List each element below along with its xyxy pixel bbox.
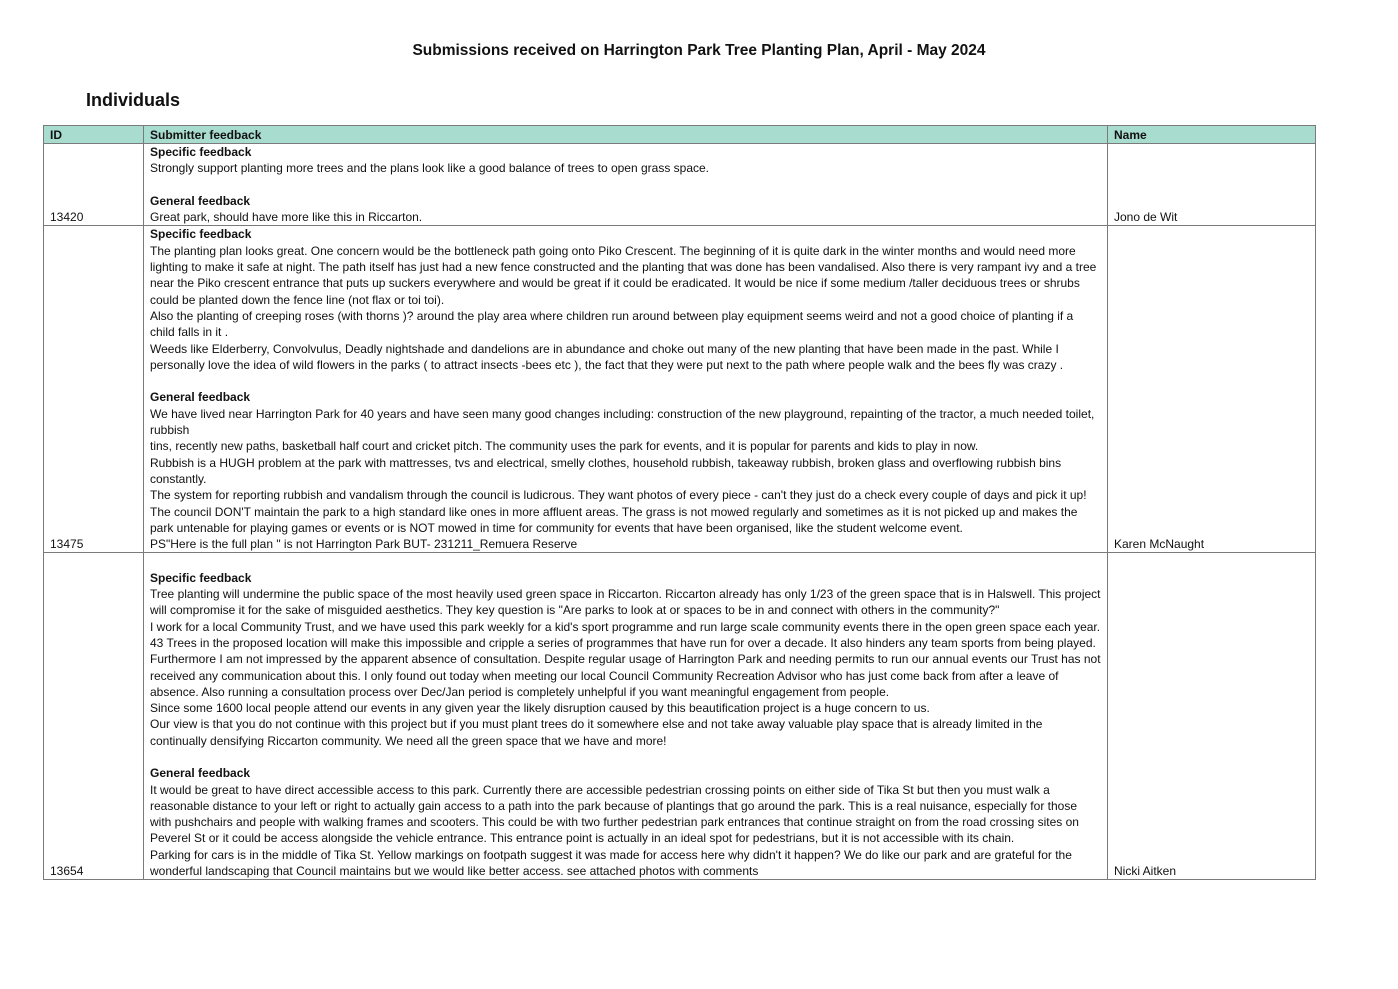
paragraph-gap xyxy=(150,177,1101,193)
feedback-paragraph: It would be great to have direct accessible access to this park. Currently there are accessible pedestrian crossing points on either side of Tika St but then you must walk a reasonable distance to your left or right to actually gain access to a path into the park because of plantings that go around the park. This is a real nuisance, especially for those with pushchairs and people with walking frames and scooters. This could be with two further pedestrian park entrances that continue straight on from the road crossing sites on Peverel St or it could be access alongside the vehicle entrance. This entrance point is actually in an ideal spot for pedestrians, but it is not accessible with its chain. xyxy=(150,782,1079,846)
submitter-feedback xyxy=(144,226,1108,553)
feedback-paragraph: tins, recently new paths, basketball half court and cricket pitch. The community uses the park for events, and it is popular for parents and kids to play in now. xyxy=(150,439,979,454)
feedback-paragraph: We have lived near Harrington Park for 40 years and have seen many good changes including: construction of the new playground, repainting of the tractor, a much needed toilet, rubbish xyxy=(150,406,1095,438)
feedback-paragraph: Strongly support planting more trees and the plans look like a good balance of trees to open grass space. xyxy=(150,161,710,176)
feedback-paragraph: Rubbish is a HUGH problem at the park with mattresses, tvs and electrical, smelly clothes, household rubbish, takeaway rubbish, broken glass and overflowing rubbish bins constantly. xyxy=(150,455,1062,486)
submission-id: 13475 xyxy=(44,226,144,553)
feedback-paragraph: The system for reporting rubbish and vandalism through the council is ludicrous. They want photos of every piece - can't they just do a check every couple of days and pick it up! xyxy=(150,488,1087,503)
section-heading: Individuals xyxy=(86,90,181,110)
table-row xyxy=(44,553,1316,880)
submission-id: 13420 xyxy=(44,144,144,226)
submitter-name: Karen McNaught xyxy=(1108,226,1316,553)
submitter-name: Jono de Wit xyxy=(1108,144,1316,226)
feedback-paragraph: Great park, should have more like this in Riccarton. xyxy=(150,210,423,225)
paragraph-gap xyxy=(150,373,1101,389)
submitter-name: Nicki Aitken xyxy=(1108,553,1316,880)
column-header-id: ID xyxy=(44,126,144,144)
submitter-feedback xyxy=(144,553,1108,880)
table-row xyxy=(44,226,1316,553)
submissions-table xyxy=(43,125,1316,880)
feedback-paragraph: Also the planting of creeping roses (with thorns )? around the play area where children run around between play equipment seems weird and not a good choice of planting if a child falls in it . xyxy=(150,308,1074,340)
table-row xyxy=(44,144,1316,226)
specific-feedback-heading: Specific feedback xyxy=(150,227,252,242)
feedback-paragraph: The council DON'T maintain the park to a high standard like ones in more affluent areas. The grass is not mowed regularly and sometimes as it is not picked up and makes the park untenable for playing games or events or is NOT mowed in time for community for events that have been organised, like the student welcome event. xyxy=(150,504,1078,535)
submitter-feedback xyxy=(144,144,1108,226)
paragraph-gap xyxy=(150,553,1101,569)
feedback-paragraph: Our view is that you do not continue with this project but if you must plant trees do it somewhere else and not take away valuable play space that is already limited in the continually densifying Riccarton community. We need all the green space that we have and more! xyxy=(150,717,1043,748)
column-header-feedback: Submitter feedback xyxy=(144,126,1108,144)
general-feedback-heading: General feedback xyxy=(150,390,251,405)
specific-feedback-heading: Specific feedback xyxy=(150,570,252,585)
submission-id: 13654 xyxy=(44,553,144,880)
feedback-paragraph: Tree planting will undermine the public space of the most heavily used green space in Riccarton. Riccarton already has only 1/23 of the green space that is in Halswell. This project will compromise it for the sake of misguided aesthetics. They key question is "Are parks to look at or spaces to be in and connect with others in the community?" xyxy=(150,587,1101,618)
document-title: Submissions received on Harrington Park Tree Planting Plan, April - May 2024 xyxy=(412,42,986,59)
table-header-row xyxy=(44,126,1316,144)
feedback-paragraph: Since some 1600 local people attend our events in any given year the likely disruption caused by this beautification project is a huge concern to us. xyxy=(150,701,930,716)
specific-feedback-heading: Specific feedback xyxy=(150,145,252,159)
general-feedback-heading: General feedback xyxy=(150,193,251,208)
feedback-paragraph: The planting plan looks great. One concern would be the bottleneck path going onto Piko Crescent. The beginning of it is quite dark in the winter months and would need more lighting to make it safe at night. The path itself has just had a new fence constructed and the planting that was done has been vandalised. Also there is very rampant ivy and a tree near the Piko crescent entrance that puts up suckers everywhere and would be great if it could be eradicated. It would be nice if some medium /taller deciduous trees or shrubs could be planted down the fence line (not flax or toi toi). xyxy=(150,243,1097,307)
general-feedback-heading: General feedback xyxy=(150,766,251,781)
paragraph-gap xyxy=(150,749,1101,765)
feedback-paragraph: Parking for cars is in the middle of Tika St. Yellow markings on footpath suggest it was made for access here why didn't it happen? We do like our park and are grateful for the wonderful landscaping that Council maintains but we would like better access. see attached photos with comments xyxy=(150,847,1072,879)
feedback-paragraph: PS"Here is the full plan " is not Harrington Park BUT- 231211_Remuera Reserve xyxy=(150,537,578,552)
feedback-paragraph: I work for a local Community Trust, and we have used this park weekly for a kid's sport programme and run large scale community events there in the open green space each year. 43 Trees in the proposed location will make this impossible and cripple a series of programmes that have run for over a decade. It also hinders any team sports from being played. Furthermore I am not impressed by the apparent absence of consultation. Despite regular usage of Harrington Park and needing permits to run our annual events our Trust has not received any communication about this. I only found out today when meeting our local Council Community Recreation Advisor who has just come back from after a leave of absence. Also running a consultation process over Dec/Jan period is completely unhelpful if you want meaningful engagement from people. xyxy=(150,619,1101,699)
feedback-paragraph: Weeds like Elderberry, Convolvulus, Deadly nightshade and dandelions are in abundance and choke out many of the new planting that have been made in the past. While I personally love the idea of wild flowers in the parks ( to attract insects -bees etc ), the fact that they were put next to the path where people walk and the bees fly was crazy . xyxy=(150,341,1064,372)
column-header-name: Name xyxy=(1108,126,1316,144)
